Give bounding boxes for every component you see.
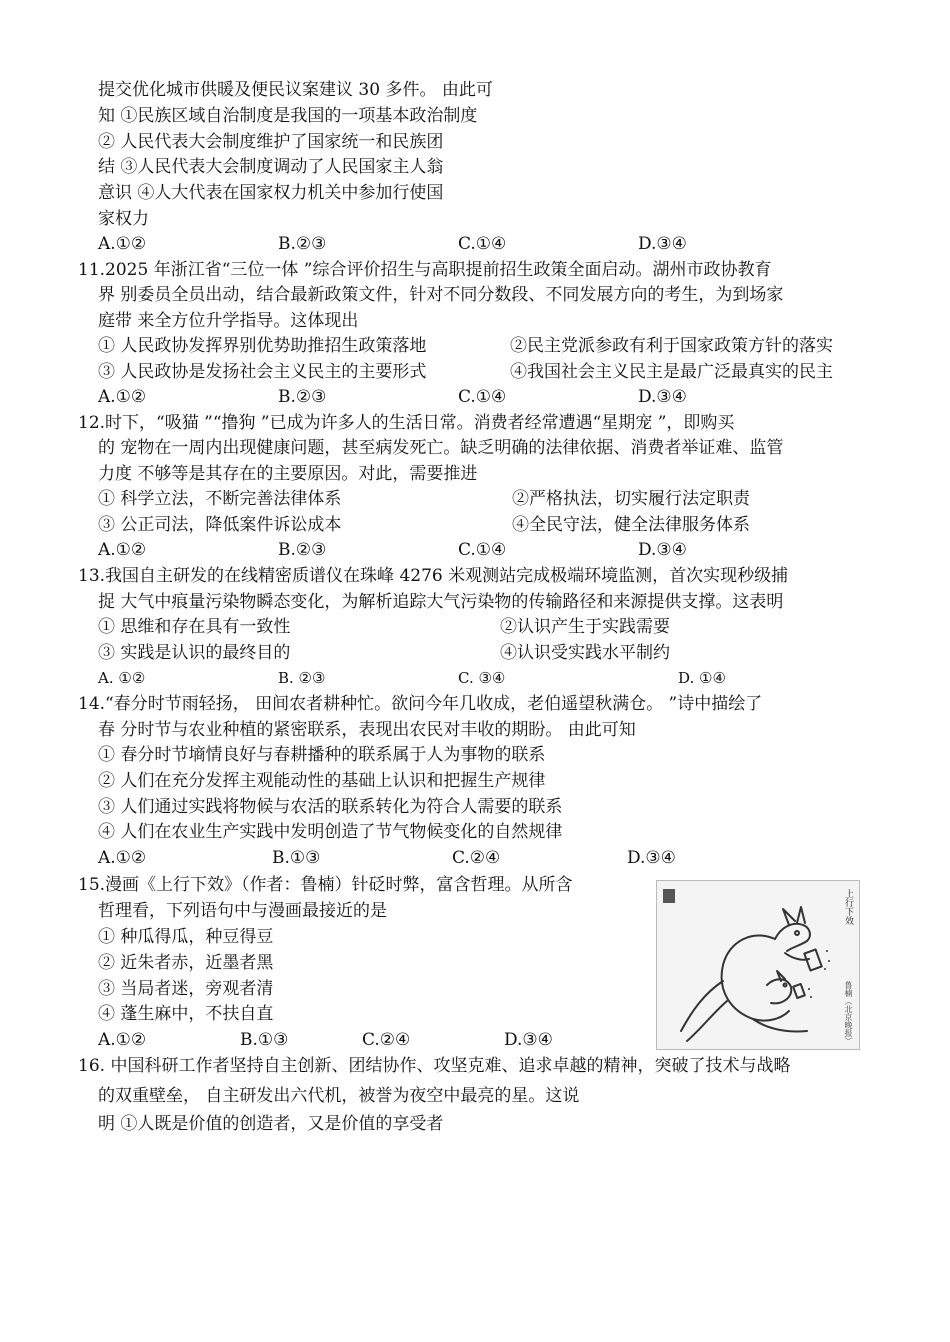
question-12-stem-line-3: 力度 不够等是其存在的主要原因。对此，需要推进 xyxy=(98,464,478,484)
question-14-option-b: B.①③ xyxy=(272,848,321,868)
question-13-stem-line-1: 13.我国自主研发的在线精密质谱仪在珠峰 4276 米观测站完成极端环境监测，首次实现秒级捕 xyxy=(78,566,789,586)
question-10-line-1: 提交优化城市供暖及便民议案建议 30 多件。 由此可 xyxy=(98,80,493,100)
question-10-line-4: 结 ③人民代表大会制度调动了人民国家主人翁 xyxy=(98,157,444,177)
question-11-option-a: A.①② xyxy=(98,387,147,407)
question-11-choice-2: ②民主党派参政有利于国家政策方针的落实 xyxy=(510,336,833,356)
question-13-choice-4: ④认识受实践水平制约 xyxy=(500,643,670,663)
question-14-option-c: C.②④ xyxy=(452,848,501,868)
question-10-line-2: 知 ①民族区域自治制度是我国的一项基本政治制度 xyxy=(98,106,478,126)
question-15-stem-line-2: 哲理看，下列语句中与漫画最接近的是 xyxy=(98,901,387,921)
question-14-stem-line-2: 春 分时节与农业种植的紧密联系，表现出农民对丰收的期盼。 由此可知 xyxy=(98,720,636,740)
question-15-option-a: A.①② xyxy=(98,1030,147,1050)
question-12-choice-4: ④全民守法，健全法律服务体系 xyxy=(512,515,750,535)
question-14-choice-1: ① 春分时节墒情良好与春耕播种的联系属于人为事物的联系 xyxy=(98,745,546,765)
question-13-option-b: B. ②③ xyxy=(278,669,326,687)
question-10-line-5: 意识 ④人大代表在国家权力机关中参加行使国 xyxy=(98,183,444,203)
question-14-choice-2: ② 人们在充分发挥主观能动性的基础上认识和把握生产规律 xyxy=(98,771,546,791)
question-14-stem-line-1: 14.“春分时节雨轻扬， 田间农者耕种忙。欲问今年几收成，老伯遥望秋满仓。 ”诗中描绘了 xyxy=(78,694,763,714)
question-13-choice-1: ① 思维和存在具有一致性 xyxy=(98,617,291,637)
question-10-option-d: D.③④ xyxy=(638,234,687,254)
question-14-choice-4: ④ 人们在农业生产实践中发明创造了节气物候变化的自然规律 xyxy=(98,822,563,842)
question-11-stem-line-2: 界 别委员全员出动，结合最新政策文件，针对不同分数段、不同发展方向的考生，为到场家 xyxy=(98,285,784,305)
question-12-choice-2: ②严格执法，切实履行法定职责 xyxy=(512,489,750,509)
question-15-option-d: D.③④ xyxy=(504,1030,553,1050)
question-11-stem-line-1: 11.2025 年浙江省“三位一体 ”综合评价招生与高职提前招生政策全面启动。湖州市政协教育 xyxy=(78,260,772,280)
question-16-stem-line-3: 明 ①人既是价值的创造者，又是价值的享受者 xyxy=(98,1114,444,1134)
question-11-option-b: B.②③ xyxy=(278,387,327,407)
question-14-option-d: D.③④ xyxy=(627,848,676,868)
question-12-option-d: D.③④ xyxy=(638,540,687,560)
question-10-option-a: A.①② xyxy=(98,234,147,254)
cartoon-author: 鲁楠（北京晚报） xyxy=(844,981,853,1045)
question-15-option-c: C.②④ xyxy=(362,1030,411,1050)
question-15-choice-4: ④ 蓬生麻中，不扶自直 xyxy=(98,1004,274,1024)
question-15-choice-3: ③ 当局者迷，旁观者清 xyxy=(98,979,274,999)
question-12-option-b: B.②③ xyxy=(278,540,327,560)
question-10-line-3: ② 人民代表大会制度维护了国家统一和民族团 xyxy=(98,132,444,152)
question-14-option-a: A.①② xyxy=(98,848,147,868)
question-12-choice-1: ① 科学立法，不断完善法律体系 xyxy=(98,489,342,509)
question-12-option-a: A.①② xyxy=(98,540,147,560)
question-11-stem-line-3: 庭带 来全方位升学指导。这体现出 xyxy=(98,311,359,331)
question-12-stem-line-1: 12.时下，“吸猫 ”“撸狗 ”已成为许多人的生活日常。消费者经常遭遇“星期宠 ”，即购买 xyxy=(78,413,735,433)
question-15-option-b: B.①③ xyxy=(240,1030,289,1050)
question-10-line-6: 家权力 xyxy=(98,209,149,229)
kangaroo-drawing xyxy=(657,881,861,1051)
question-13-option-c: C. ③④ xyxy=(458,669,506,687)
question-12-option-c: C.①④ xyxy=(458,540,507,560)
cartoon-image xyxy=(656,880,860,1050)
question-11-choice-1: ① 人民政协发挥界别优势助推招生政策落地 xyxy=(98,336,427,356)
question-15-choice-1: ① 种瓜得瓜，种豆得豆 xyxy=(98,927,274,947)
question-13-option-d: D. ①④ xyxy=(678,669,726,687)
question-13-option-a: A. ①② xyxy=(98,669,146,687)
question-13-choice-2: ②认识产生于实践需要 xyxy=(500,617,670,637)
question-14-choice-3: ③ 人们通过实践将物候与农活的联系转化为符合人需要的联系 xyxy=(98,797,563,817)
question-16-stem-line-2: 的双重壁垒， 自主研发出六代机，被誉为夜空中最亮的星。这说 xyxy=(98,1086,580,1106)
question-15-stem-line-1: 15.漫画《上行下效》（作者：鲁楠）针砭时弊，富含哲理。从所含 xyxy=(78,875,573,895)
question-11-option-d: D.③④ xyxy=(638,387,687,407)
question-15-choice-2: ② 近朱者赤，近墨者黑 xyxy=(98,953,274,973)
question-12-stem-line-2: 的 宠物在一周内出现健康问题，甚至病发死亡。缺乏明确的法律依据、消费者举证难、监管 xyxy=(98,438,784,458)
question-12-choice-3: ③ 公正司法，降低案件诉讼成本 xyxy=(98,515,342,535)
question-11-choice-4: ④我国社会主义民主是最广泛最真实的民主 xyxy=(510,362,833,382)
question-10-option-b: B.②③ xyxy=(278,234,327,254)
question-11-option-c: C.①④ xyxy=(458,387,507,407)
question-13-stem-line-2: 捉 大气中痕量污染物瞬态变化，为解析追踪大气污染物的传输路径和来源提供支撑。这表明 xyxy=(98,592,784,612)
question-16-stem-line-1: 16. 中国科研工作者坚持自主创新、团结协作、攻坚克难、追求卓越的精神，突破了技术与战略 xyxy=(78,1056,791,1076)
question-13-choice-3: ③ 实践是认识的最终目的 xyxy=(98,643,291,663)
question-11-choice-3: ③ 人民政协是发扬社会主义民主的主要形式 xyxy=(98,362,427,382)
question-10-option-c: C.①④ xyxy=(458,234,507,254)
cartoon-title: 上行下效 xyxy=(843,889,853,925)
